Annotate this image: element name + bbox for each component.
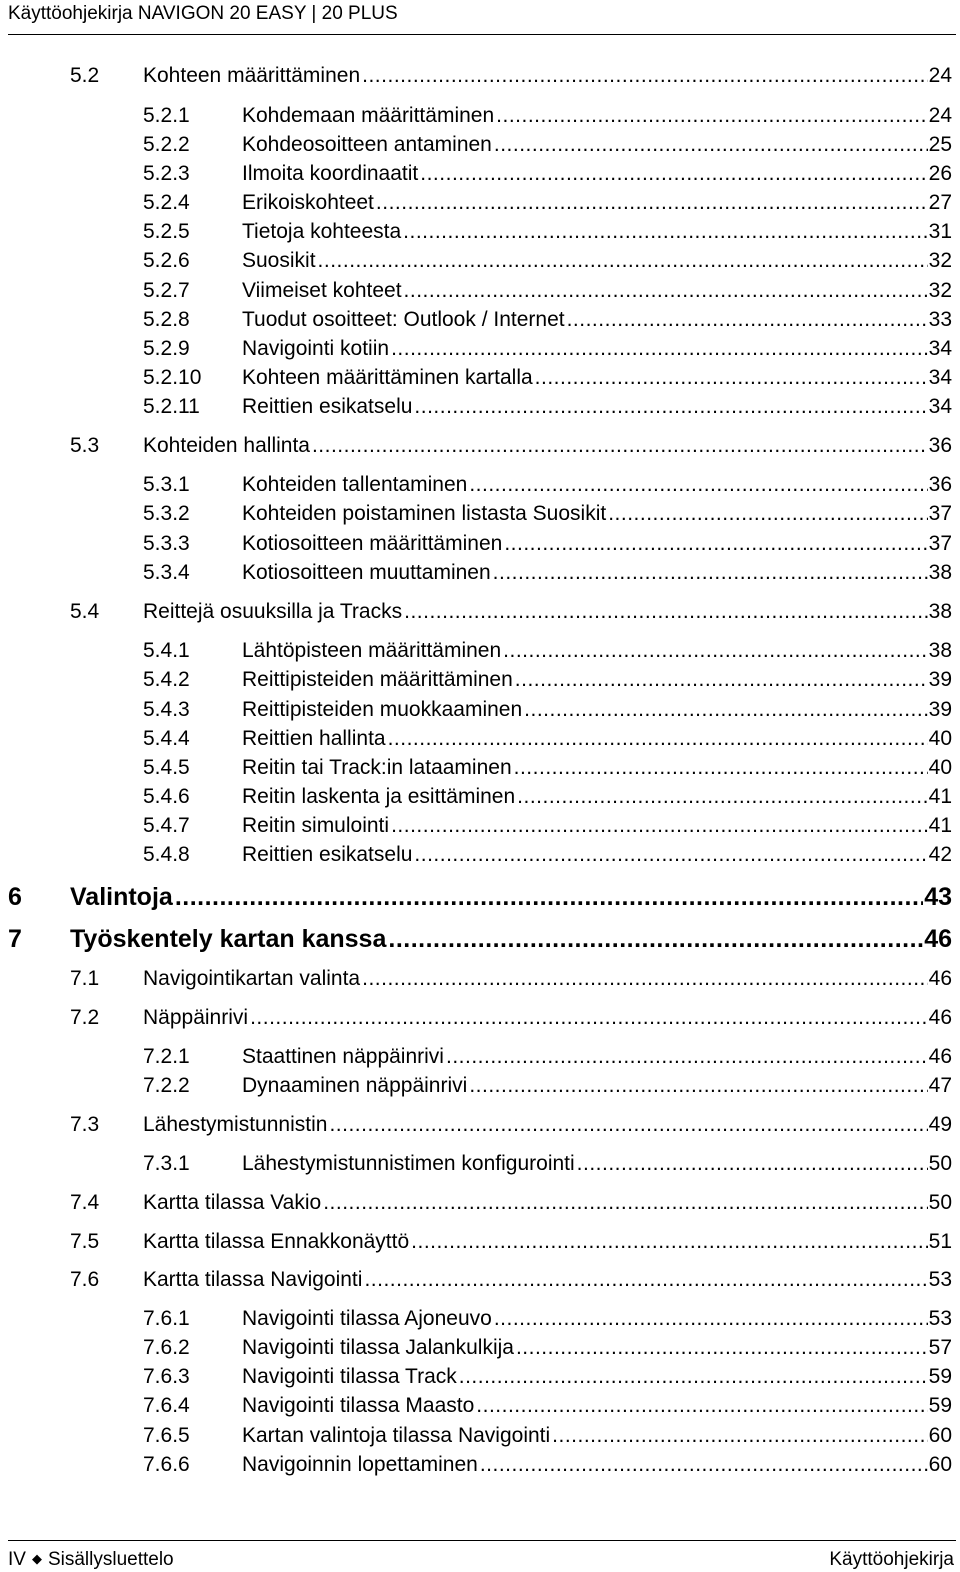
toc-entry-leader — [242, 725, 952, 753]
toc-entry-number: 7.3 — [70, 1113, 100, 1136]
toc-entry-page: 32 — [928, 277, 952, 305]
dot-leader — [503, 637, 927, 665]
toc-entry[interactable] — [0, 1392, 960, 1420]
toc-entry-leader — [242, 247, 952, 275]
toc-entry-page: 32 — [928, 247, 952, 275]
toc-entry-leader — [242, 666, 952, 694]
toc-entry-title: Näppäinrivi — [143, 1004, 250, 1032]
toc-entry[interactable] — [0, 637, 960, 665]
toc-entry[interactable] — [0, 335, 960, 363]
toc-entry-page: 57 — [928, 1334, 952, 1362]
dot-leader — [459, 1363, 928, 1391]
toc-entry[interactable] — [0, 277, 960, 305]
toc-entry-page: 41 — [928, 812, 952, 840]
toc-entry-number: 7.6 — [70, 1268, 100, 1291]
toc-entry-number: 7.5 — [70, 1230, 100, 1253]
toc-entry[interactable] — [0, 62, 960, 90]
toc-entry[interactable] — [0, 783, 960, 811]
toc-entry-number: 7.1 — [70, 967, 100, 990]
toc-entry-leader — [143, 62, 952, 90]
toc-entry-page: 36 — [928, 471, 952, 499]
toc-entry-title: Reitin simulointi — [242, 812, 391, 840]
toc-entry-leader — [143, 1228, 952, 1256]
toc-entry-page: 50 — [928, 1189, 952, 1217]
toc-entry[interactable] — [0, 754, 960, 782]
toc-entry-leader — [143, 1111, 952, 1139]
toc-entry-leader — [242, 277, 952, 305]
toc-entry[interactable] — [0, 1334, 960, 1362]
toc-entry-title: Kartan valintoja tilassa Navigointi — [242, 1422, 552, 1450]
toc-entry-number: 7.6.2 — [143, 1336, 190, 1359]
toc-entry-page: 47 — [928, 1072, 952, 1100]
toc-entry[interactable] — [0, 725, 960, 753]
toc-entry[interactable] — [0, 559, 960, 587]
toc-entry-title: Staattinen näppäinrivi — [242, 1043, 446, 1071]
toc-entry-number: 5.4.2 — [143, 668, 190, 691]
toc-entry[interactable] — [0, 1305, 960, 1333]
toc-entry-title: Kartta tilassa Navigointi — [143, 1266, 364, 1294]
footer-section-name: Sisällysluettelo — [47, 1549, 174, 1570]
toc-entry[interactable] — [0, 432, 960, 460]
toc-entry-leader — [242, 1392, 952, 1420]
toc-entry-leader — [242, 637, 952, 665]
toc-entry-page: 46 — [928, 1043, 952, 1071]
toc-entry[interactable] — [0, 1072, 960, 1100]
toc-entry-title: Tietoja kohteesta — [242, 218, 403, 246]
toc-entry[interactable] — [0, 1228, 960, 1256]
toc-entry-number: 7.6.3 — [143, 1365, 190, 1388]
toc-entry[interactable] — [0, 530, 960, 558]
toc-entry[interactable] — [0, 364, 960, 392]
dot-leader — [388, 725, 928, 753]
toc-entry-title: Lähestymistunnistimen konfigurointi — [242, 1150, 577, 1178]
toc-entry[interactable] — [0, 247, 960, 275]
toc-entry-number: 5.2 — [70, 64, 100, 87]
dot-leader — [517, 783, 927, 811]
toc-entry[interactable] — [0, 131, 960, 159]
toc-entry-leader — [242, 131, 952, 159]
toc-entry-number: 7.4 — [70, 1191, 100, 1214]
toc-entry-leader — [242, 812, 952, 840]
toc-entry-number: 5.2.4 — [143, 191, 190, 214]
toc-entry-leader — [242, 500, 952, 528]
toc-entry[interactable] — [0, 812, 960, 840]
page-header — [8, 0, 956, 35]
toc-entry-leader — [242, 364, 952, 392]
dot-leader — [496, 102, 927, 130]
toc-entry-leader — [242, 1072, 952, 1100]
dot-leader — [494, 1305, 928, 1333]
toc-entry-page: 60 — [928, 1451, 952, 1479]
toc-entry-leader — [242, 471, 952, 499]
toc-entry[interactable] — [0, 880, 960, 914]
toc-entry[interactable] — [0, 965, 960, 993]
toc-entry-page: 46 — [928, 965, 952, 993]
toc-entry-number: 5.4.5 — [143, 756, 190, 779]
toc-entry-number: 5.3.4 — [143, 561, 190, 584]
toc-entry-number: 5.4 — [70, 600, 100, 623]
toc-entry-title: Navigointi tilassa Jalankulkija — [242, 1334, 516, 1362]
toc-entry-number: 5.3.1 — [143, 473, 190, 496]
toc-entry-page: 40 — [928, 754, 952, 782]
toc-entry-leader — [242, 160, 952, 188]
toc-entry-page: 40 — [928, 725, 952, 753]
toc-entry-page: 36 — [928, 432, 952, 460]
toc-entry-leader — [242, 754, 952, 782]
toc-entry[interactable] — [0, 102, 960, 130]
toc-entry-leader — [242, 530, 952, 558]
toc-entry-page: 60 — [928, 1422, 952, 1450]
toc-entry-page: 37 — [928, 530, 952, 558]
toc-entry-page: 27 — [928, 189, 952, 217]
toc-entry-page: 25 — [928, 131, 952, 159]
toc-entry[interactable] — [0, 1422, 960, 1450]
dot-leader — [404, 598, 928, 626]
dot-leader — [608, 500, 927, 528]
toc-entry-title: Reittipisteiden muokkaaminen — [242, 696, 524, 724]
toc-entry-title: Reittien esikatselu — [242, 393, 414, 421]
toc-entry-leader — [242, 1422, 952, 1450]
dot-leader — [391, 812, 928, 840]
toc-entry-leader — [242, 306, 952, 334]
toc-entry-number: 7.3.1 — [143, 1152, 190, 1175]
toc-entry-number: 5.3 — [70, 434, 100, 457]
toc-entry-number: 5.4.7 — [143, 814, 190, 837]
dot-leader — [516, 1334, 928, 1362]
toc-entry[interactable] — [0, 160, 960, 188]
toc-entry-leader — [242, 335, 952, 363]
toc-entry-number: 5.2.5 — [143, 220, 190, 243]
toc-entry[interactable] — [0, 696, 960, 724]
toc-entry[interactable] — [0, 500, 960, 528]
toc-entry-title: Kohdemaan määrittäminen — [242, 102, 496, 130]
dot-leader — [250, 1004, 928, 1032]
toc-entry-title: Reitin tai Track:in lataaminen — [242, 754, 514, 782]
toc-entry-number: 5.3.3 — [143, 532, 190, 555]
toc-entry-page: 37 — [928, 500, 952, 528]
toc-entry-title: Kartta tilassa Vakio — [143, 1189, 323, 1217]
toc-entry-number: 5.2.3 — [143, 162, 190, 185]
toc-entry-page: 59 — [928, 1363, 952, 1391]
dot-leader — [420, 160, 927, 188]
dot-leader — [318, 247, 928, 275]
toc-entry-page: 38 — [928, 559, 952, 587]
toc-entry-leader — [242, 1150, 952, 1178]
dot-leader — [403, 218, 927, 246]
toc-entry-number: 5.2.6 — [143, 249, 190, 272]
toc-entry-page: 34 — [928, 393, 952, 421]
toc-entry-title: Reittien esikatselu — [242, 841, 414, 869]
toc-entry-page: 24 — [928, 102, 952, 130]
toc-entry[interactable] — [0, 1266, 960, 1294]
toc-entry-page: 53 — [928, 1266, 952, 1294]
header-title: Käyttöohjekirja NAVIGON 20 EASY | 20 PLUS — [8, 3, 398, 24]
dot-leader — [329, 1111, 927, 1139]
toc-entry-number: 7.6.1 — [143, 1307, 190, 1330]
toc-entry[interactable] — [0, 1451, 960, 1479]
toc-entry-leader — [242, 559, 952, 587]
toc-entry-page: 33 — [928, 306, 952, 334]
toc-entry-page: 38 — [928, 598, 952, 626]
toc-entry-leader — [70, 922, 952, 956]
toc-entry-page: 31 — [928, 218, 952, 246]
toc-entry-title: Kotiosoitteen muuttaminen — [242, 559, 493, 587]
toc-entry-title: Navigointikartan valinta — [143, 965, 362, 993]
toc-entry[interactable] — [0, 1004, 960, 1032]
toc-entry-page: 50 — [928, 1150, 952, 1178]
toc-entry-number: 5.4.8 — [143, 843, 190, 866]
dot-leader — [480, 1451, 928, 1479]
toc-entry[interactable] — [0, 598, 960, 626]
toc-entry-page: 34 — [928, 364, 952, 392]
toc-entry-page: 51 — [928, 1228, 952, 1256]
toc-entry-leader — [242, 189, 952, 217]
toc-entry[interactable] — [0, 922, 960, 956]
toc-entry-leader — [242, 1043, 952, 1071]
toc-entry-number: 7 — [8, 925, 22, 953]
toc-entry-number: 7.6.4 — [143, 1394, 190, 1417]
toc-entry-number: 7.6.6 — [143, 1453, 190, 1476]
toc-entry-title: Reittejä osuuksilla ja Tracks — [143, 598, 404, 626]
toc-entry-title: Kohteiden poistaminen listasta Suosikit — [242, 500, 608, 528]
toc-entry-title: Erikoiskohteet — [242, 189, 376, 217]
toc-entry-number: 5.2.7 — [143, 279, 190, 302]
dot-leader — [469, 471, 927, 499]
dot-leader — [323, 1189, 927, 1217]
toc-entry-leader — [242, 1334, 952, 1362]
toc-entry-number: 7.2.2 — [143, 1074, 190, 1097]
toc-entry-page: 59 — [928, 1392, 952, 1420]
diamond-icon: ◆ — [31, 1551, 42, 1566]
toc-entry-leader — [242, 696, 952, 724]
toc-entry-page: 24 — [928, 62, 952, 90]
dot-leader — [493, 559, 928, 587]
toc-entry-number: 6 — [8, 883, 22, 911]
toc-entry-leader — [143, 1004, 952, 1032]
toc-entry-title: Kohteen määrittäminen kartalla — [242, 364, 535, 392]
toc-entry-number: 5.2.11 — [143, 395, 200, 418]
toc-entry-leader — [242, 393, 952, 421]
toc-entry-title: Lähtöpisteen määrittäminen — [242, 637, 503, 665]
toc-entry-title: Navigointi tilassa Track — [242, 1363, 459, 1391]
toc-entry-leader — [143, 432, 952, 460]
toc-entry-number: 5.2.2 — [143, 133, 190, 156]
toc-entry-title: Kohteen määrittäminen — [143, 62, 362, 90]
toc-entry-title: Navigoinnin lopettaminen — [242, 1451, 480, 1479]
dot-leader — [504, 530, 927, 558]
footer-left — [8, 1549, 174, 1571]
toc-entry-title: Kohdeosoitteen antaminen — [242, 131, 494, 159]
toc-entry-leader — [143, 1189, 952, 1217]
toc-entry-title: Navigointi kotiin — [242, 335, 391, 363]
toc-entry-leader — [242, 1305, 952, 1333]
toc-entry-title: Tuodut osoitteet: Outlook / Internet — [242, 306, 567, 334]
toc-entry-leader — [242, 1363, 952, 1391]
toc-entry-page: 53 — [928, 1305, 952, 1333]
toc-entry-title: Kohteiden hallinta — [143, 432, 312, 460]
toc-entry-number: 5.4.4 — [143, 727, 190, 750]
toc-entry-title: Suosikit — [242, 247, 318, 275]
dot-leader — [388, 922, 923, 956]
toc-entry-title: Kohteiden tallentaminen — [242, 471, 469, 499]
toc-entry-leader — [242, 783, 952, 811]
toc-entry-leader — [143, 598, 952, 626]
toc-entry-number: 5.2.9 — [143, 337, 190, 360]
toc-entry-title: Navigointi tilassa Maasto — [242, 1392, 476, 1420]
toc-entry-title: Dynaaminen näppäinrivi — [242, 1072, 469, 1100]
toc-entry-title: Kartta tilassa Ennakkonäyttö — [143, 1228, 411, 1256]
dot-leader — [446, 1043, 928, 1071]
toc-entry-title: Lähestymistunnistin — [143, 1111, 329, 1139]
toc-entry-number: 5.2.10 — [143, 366, 202, 389]
dot-leader — [312, 432, 928, 460]
dot-leader — [175, 880, 923, 914]
toc-entry-leader — [242, 1451, 952, 1479]
toc-entry-number: 7.6.5 — [143, 1424, 190, 1447]
toc-entry-leader — [242, 102, 952, 130]
toc-entry-title: Reittipisteiden määrittäminen — [242, 666, 515, 694]
toc-entry-title: Työskentely kartan kanssa — [70, 922, 388, 956]
toc-entry[interactable] — [0, 1111, 960, 1139]
dot-leader — [577, 1150, 928, 1178]
toc-entry-title: Reitin laskenta ja esittäminen — [242, 783, 517, 811]
toc-entry[interactable] — [0, 218, 960, 246]
toc-entry-page: 26 — [928, 160, 952, 188]
toc-entry-title: Reittien hallinta — [242, 725, 388, 753]
dot-leader — [411, 1228, 927, 1256]
dot-leader — [362, 62, 928, 90]
toc-entry-page: 39 — [928, 666, 952, 694]
toc-entry[interactable] — [0, 1363, 960, 1391]
toc-entry-title: Kotiosoitteen määrittäminen — [242, 530, 504, 558]
dot-leader — [414, 393, 927, 421]
dot-leader — [362, 965, 928, 993]
toc-entry-leader — [143, 965, 952, 993]
toc-entry-number: 7.2.1 — [143, 1045, 190, 1068]
toc-entry-page: 46 — [923, 922, 952, 956]
toc-entry-number: 5.4.6 — [143, 785, 190, 808]
dot-leader — [514, 754, 928, 782]
toc-entry-title: Valintoja — [70, 880, 175, 914]
toc-entry-page: 34 — [928, 335, 952, 363]
toc-entry[interactable] — [0, 306, 960, 334]
page-footer — [8, 1540, 956, 1572]
dot-leader — [376, 189, 928, 217]
toc-entry[interactable] — [0, 189, 960, 217]
toc-entry[interactable] — [0, 841, 960, 869]
toc-entry-page: 38 — [928, 637, 952, 665]
toc-entry-page: 49 — [928, 1111, 952, 1139]
dot-leader — [414, 841, 927, 869]
toc-entry-page: 42 — [928, 841, 952, 869]
dot-leader — [552, 1422, 927, 1450]
toc-entry-title: Viimeiset kohteet — [242, 277, 404, 305]
dot-leader — [391, 335, 928, 363]
dot-leader — [567, 306, 928, 334]
toc-entry-page: 39 — [928, 696, 952, 724]
dot-leader — [476, 1392, 927, 1420]
dot-leader — [524, 696, 927, 724]
footer-document-name: Käyttöohjekirja — [829, 1549, 954, 1570]
toc-entry-number: 5.4.1 — [143, 639, 190, 662]
dot-leader — [535, 364, 928, 392]
dot-leader — [469, 1072, 927, 1100]
toc-entry-leader — [143, 1266, 952, 1294]
dot-leader — [364, 1266, 927, 1294]
dot-leader — [515, 666, 928, 694]
dot-leader — [404, 277, 928, 305]
toc-entry-title: Ilmoita koordinaatit — [242, 160, 420, 188]
toc-entry-leader — [70, 880, 952, 914]
toc-entry-title: Navigointi tilassa Ajoneuvo — [242, 1305, 494, 1333]
toc-entry-leader — [242, 218, 952, 246]
toc-entry[interactable] — [0, 1189, 960, 1217]
toc-entry-number: 5.3.2 — [143, 502, 190, 525]
footer-page-number: IV — [8, 1549, 26, 1570]
toc-entry[interactable] — [0, 1150, 960, 1178]
toc-entry-page: 41 — [928, 783, 952, 811]
toc-entry[interactable] — [0, 1043, 960, 1071]
toc-entry[interactable] — [0, 393, 960, 421]
toc-entry-number: 5.2.8 — [143, 308, 190, 331]
dot-leader — [494, 131, 928, 159]
toc-entry[interactable] — [0, 471, 960, 499]
toc-entry-number: 5.4.3 — [143, 698, 190, 721]
toc-entry-number: 5.2.1 — [143, 104, 190, 127]
toc-entry-number: 7.2 — [70, 1006, 100, 1029]
toc-entry-leader — [242, 841, 952, 869]
toc-entry-page: 46 — [928, 1004, 952, 1032]
toc-entry[interactable] — [0, 666, 960, 694]
toc-entry-page: 43 — [923, 880, 952, 914]
